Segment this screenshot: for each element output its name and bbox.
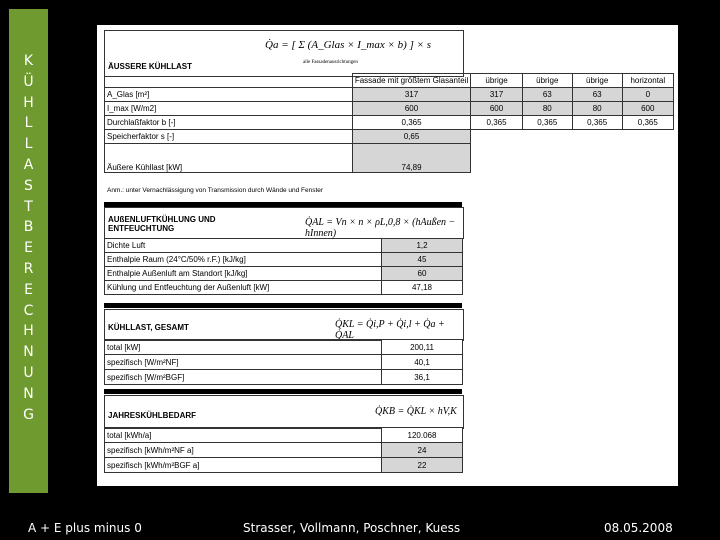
row-label: Durchlaßfaktor b [-] [105, 116, 353, 130]
col-header: horizontal [622, 74, 673, 88]
table-row [105, 116, 674, 130]
vertical-title-letter: H [23, 94, 34, 111]
row-label: spezifisch [kWh/m²BGF a] [105, 458, 382, 473]
vertical-title-letter: S [24, 177, 33, 194]
cell-value: 600 [471, 102, 523, 116]
vertical-title-letter: H [23, 323, 34, 340]
cell-value: 600 [622, 102, 673, 116]
table-row [105, 239, 463, 253]
vertical-title-letter: A [23, 157, 34, 173]
col-header: übrige [471, 74, 523, 88]
row-label: Äußere Kühllast [kW] [105, 144, 353, 173]
vertical-title-letter: C [23, 302, 34, 319]
table-row [105, 144, 674, 173]
footer-date: 08.05.2008 [604, 521, 673, 535]
cell-value: 22 [382, 458, 463, 473]
section1-formula-under: alle Fassadenausrichtungen [303, 60, 358, 65]
section4-title: JAHRESKÜHLBEDARF [108, 411, 197, 420]
table-row [105, 253, 463, 267]
vertical-title-letter: G [23, 406, 34, 423]
cell-value: 0,365 [522, 116, 572, 130]
row-label: A_Glas [m²] [105, 88, 353, 102]
cell-value: 60 [382, 267, 463, 281]
section2-title-line1: AUßENLUFTKÜHLUNG UND [108, 215, 216, 224]
cell-value: 0,365 [622, 116, 673, 130]
row-label: Kühlung und Entfeuchtung der Außenluft [kW] [105, 281, 382, 295]
cell-value: 317 [471, 88, 523, 102]
table-header-row [105, 74, 674, 88]
row-label: Enthalpie Raum (24°C/50% r.F.) [kJ/kg] [105, 253, 382, 267]
vertical-title-letter: E [24, 240, 33, 257]
formula-header-1 [104, 30, 464, 77]
table-jahreskuehlbedarf [104, 427, 463, 473]
cell-value: 47,18 [382, 281, 463, 295]
table-row [105, 340, 463, 355]
formula-header-2 [104, 207, 464, 239]
vertical-title-letter: K [23, 53, 34, 69]
vertical-title-letter: U [23, 365, 34, 381]
table-aussenluft [104, 238, 463, 295]
section1-note: Anm.: unter Vernachlässigung von Transmission durch Wände und Fenster [107, 187, 324, 194]
cell-value: 200,11 [382, 340, 463, 355]
cell-value: 317 [352, 88, 470, 102]
table-kuehllast-gesamt [104, 339, 463, 385]
table-row [105, 102, 674, 116]
cell-value: 80 [522, 102, 572, 116]
row-label: Enthalpie Außenluft am Standort [kJ/kg] [105, 267, 382, 281]
row-label: total [kW] [105, 340, 382, 355]
cell-value: 120.068 [382, 428, 463, 443]
row-label: total [kWh/a] [105, 428, 382, 443]
cell-value: 0,365 [471, 116, 523, 130]
vertical-title-letter: Ü [23, 73, 34, 90]
table-row [105, 428, 463, 443]
cell-value: 0,365 [572, 116, 622, 130]
table-row [105, 88, 674, 102]
cell-value: 45 [382, 253, 463, 267]
footer-left: A + E plus minus 0 [28, 521, 142, 535]
cell-value: 74,89 [352, 144, 470, 173]
formula-header-3 [104, 309, 464, 341]
section1-title: ÄUSSERE KÜHLLAST [108, 62, 193, 71]
cell-value: 40,1 [382, 355, 463, 370]
cell-value: 24 [382, 443, 463, 458]
table-row [105, 370, 463, 385]
table-aeussere-kuehllast [104, 73, 674, 173]
vertical-title-letter: N [23, 385, 34, 402]
vertical-title-letter: L [24, 115, 33, 132]
section2-title-line2: ENTFEUCHTUNG [108, 224, 175, 233]
cell-value: 63 [522, 88, 572, 102]
section1-formula: Q̇a = [ Σ (A_Glas × I_max × b) ] × s [265, 39, 432, 51]
vertical-title-letter: B [23, 219, 34, 236]
col-header: Fassade mit größtem Glasanteil [352, 74, 470, 88]
section2-formula: Q̇AL = Vn × n × ρL,0,8 × (hAußen − hInnen) [305, 217, 456, 239]
row-label: spezifisch [W/m²BGF] [105, 370, 382, 385]
row-label: Speicherfaktor s [-] [105, 130, 353, 144]
cell-value: 0 [622, 88, 673, 102]
section3-title: KÜHLLAST, GESAMT [108, 323, 189, 332]
cell-value: 600 [352, 102, 470, 116]
formula-header-4 [104, 395, 464, 429]
cell-value: 36,1 [382, 370, 463, 385]
table-row [105, 281, 463, 295]
table-row [105, 458, 463, 473]
row-label: Dichte Luft [105, 239, 382, 253]
row-label: spezifisch [kWh/m²NF a] [105, 443, 382, 458]
row-label: I_max [W/m2] [105, 102, 353, 116]
cell-value: 0,65 [352, 130, 470, 144]
col-header: übrige [572, 74, 622, 88]
footer-center: Strasser, Vollmann, Poschner, Kuess [243, 521, 461, 535]
vertical-title-letter: R [23, 261, 34, 277]
row-label: spezifisch [W/m²NF] [105, 355, 382, 370]
vertical-title-letter: T [24, 198, 33, 215]
cell-value: 63 [572, 88, 622, 102]
section4-formula: Q̇KB = Q̇KL × hV,K [375, 406, 457, 417]
col-header: übrige [522, 74, 572, 88]
table-row [105, 355, 463, 370]
table-row [105, 130, 674, 144]
cell-value: 0,365 [352, 116, 470, 130]
sidebar [9, 9, 48, 493]
vertical-title-letter: E [24, 281, 33, 298]
table-row [105, 443, 463, 458]
cell-value: 80 [572, 102, 622, 116]
table-row [105, 267, 463, 281]
vertical-title-letter: N [23, 344, 34, 361]
cell-value: 1,2 [382, 239, 463, 253]
vertical-title-letter: L [24, 136, 33, 153]
section3-formula: Q̇KL = Q̇i,P + Q̇i,l + Q̇a + Q̇AL [335, 319, 445, 341]
slide-content [97, 25, 678, 486]
